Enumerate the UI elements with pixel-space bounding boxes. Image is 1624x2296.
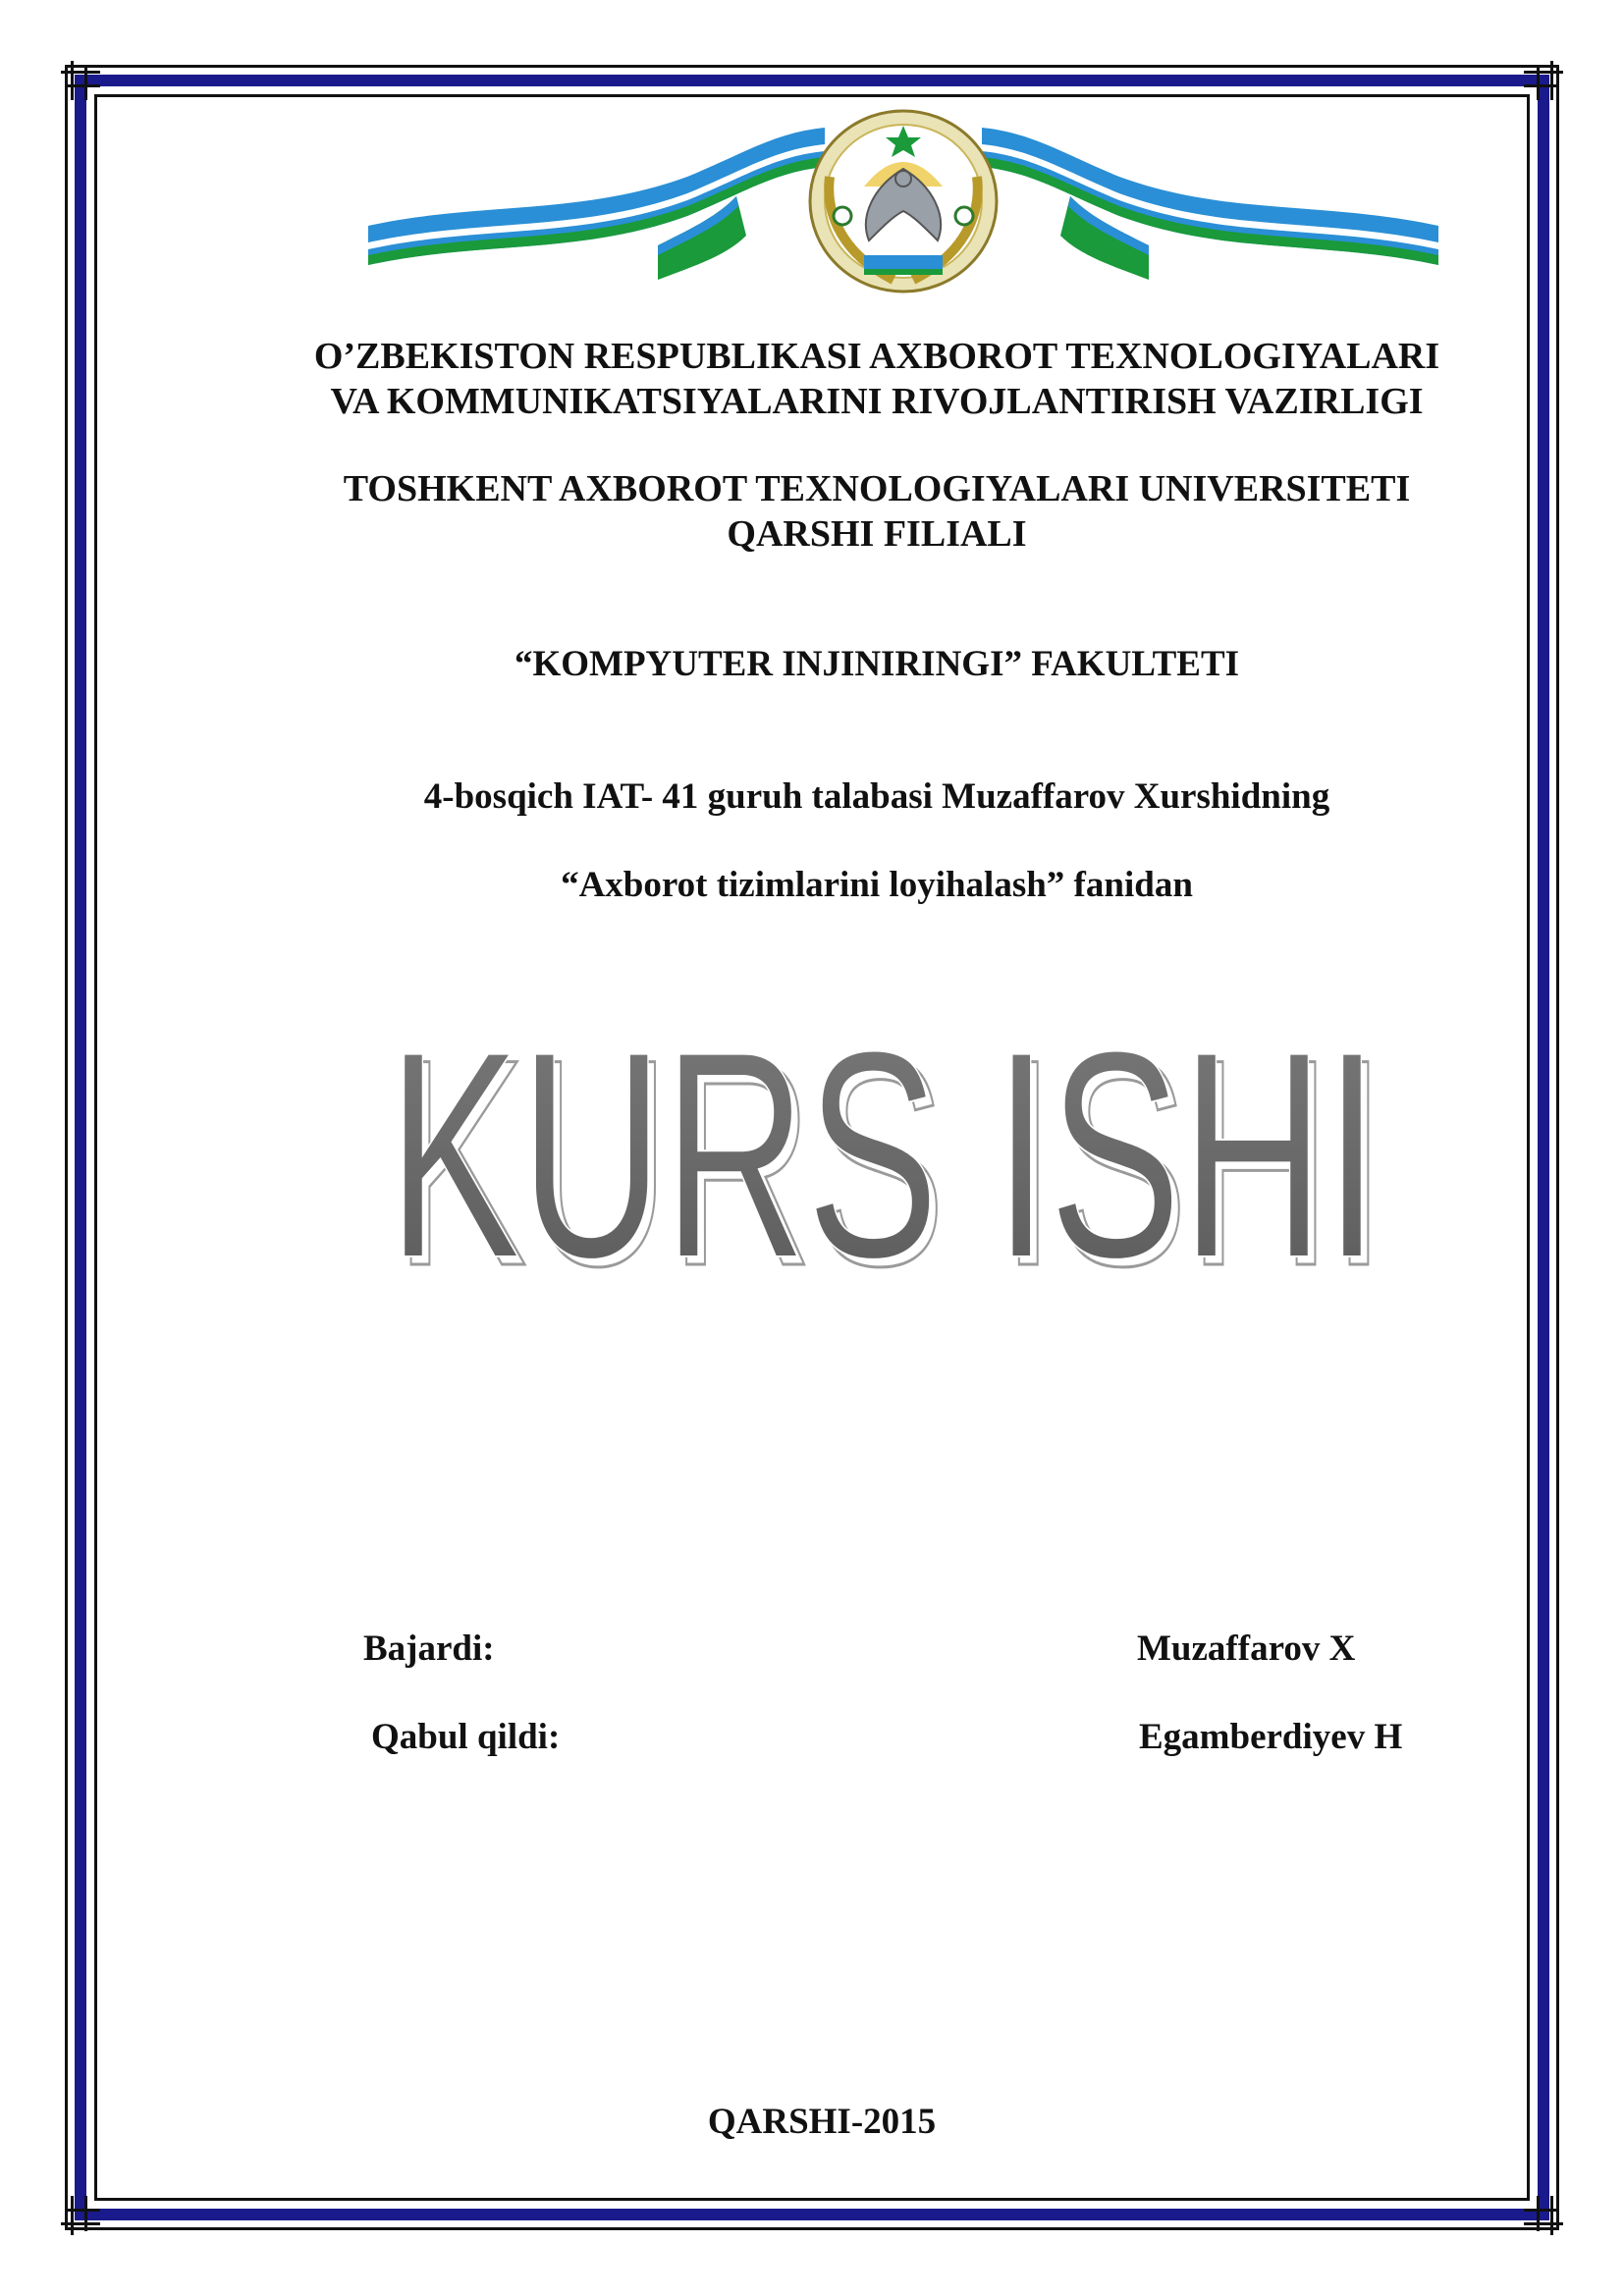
accepted-by: Egamberdiyev H [1139,1717,1403,1757]
university-line-2: QARSHI FILIALI [727,513,1027,555]
corner-ornament-icon [1524,61,1563,100]
performed-label: Bajardi: [363,1629,495,1669]
document-title [373,1011,1394,1296]
title-text: KURS ISHI [388,1011,1380,1296]
ministry-line-1: O’ZBEKISTON RESPUBLIKASI AXBOROT TEXNOLOGIYALARI [313,336,1440,377]
faculty-name: “KOMPYUTER INJINIRINGI” FAKULTETI [514,644,1240,684]
corner-ornament-icon [1524,2196,1563,2235]
corner-ornament-icon [61,61,100,100]
subject-line: “Axborot tizimlarini loyihalash” fanidan [561,865,1193,905]
performed-by: Muzaffarov X [1137,1629,1356,1669]
student-line: 4-bosqich IAT- 41 guruh talabasi Muzaffarov Xurshidning [423,776,1330,817]
corner-ornament-icon [61,2196,100,2235]
place-year: QARSHI-2015 [707,2102,937,2142]
state-emblem-ribbon-icon [363,108,1443,294]
university-name [196,466,1557,557]
accepted-label: Qabul qildi: [371,1717,561,1757]
title-shadow: KURS ISHI [395,1011,1386,1296]
ministry-line-2: VA KOMMUNIKATSIYALARINI RIVOJLANTIRISH VAZIRLIGI [330,381,1424,422]
university-line-1: TOSHKENT AXBOROT TEXNOLOGIYALARI UNIVERSITETI [343,468,1411,509]
ministry-name [196,334,1557,424]
